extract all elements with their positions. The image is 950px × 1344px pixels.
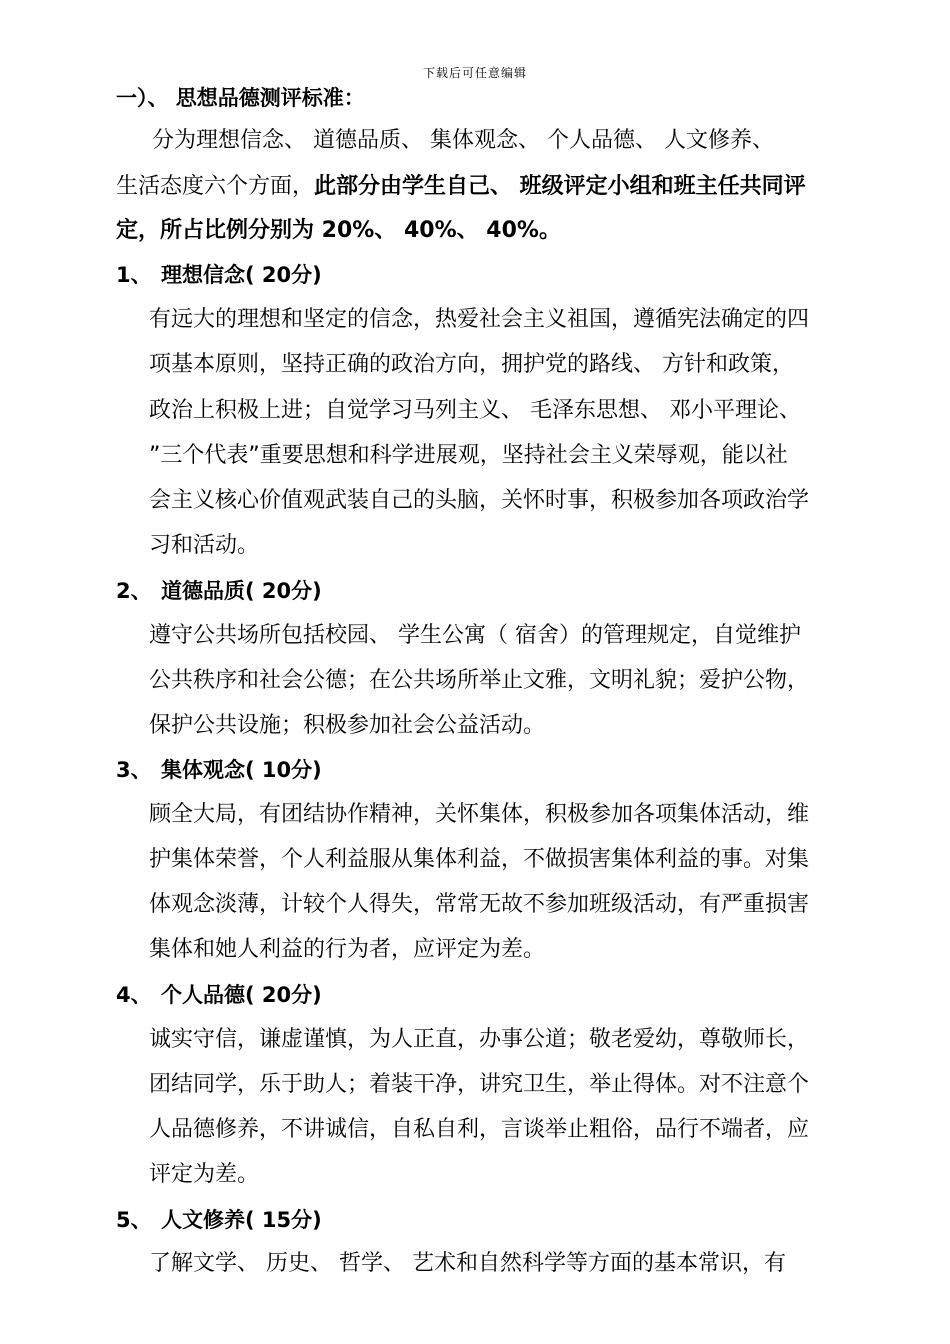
section-3-line-4: 集体和她人利益的行为者，应评定为差。 [149,937,546,962]
section-2-line-2: 公共秩序和社会公德；在公共场所举止文雅，文明礼貌；爱护公物， [149,668,810,693]
section-4-line-2: 团结同学，乐于助人；着装干净，讲究卫生，举止得体。对不注意个 [149,1072,810,1097]
section-3-title: 集体观念( 10分) [161,758,322,782]
intro-line-1: 分为理想信念、 道德品质、 集体观念、 个人品德、 人文修养、 [152,128,774,153]
section-2-line-1: 遵守公共场所包括校园、 学生公寓（ 宿舍）的管理规定，自觉维护 [149,623,801,648]
section-5-number: 5、 [116,1208,152,1232]
section-3-number: 3、 [116,758,152,782]
intro-line-2 [116,172,806,202]
section-5-line-1: 了解文学、 历史、 哲学、 艺术和自然科学等方面的基本常识，有 [149,1251,786,1276]
section-3-line-2: 护集体荣誉，个人利益服从集体利益，不做损害集体利益的事。对集 [149,847,810,872]
section-1-line-4: ”三个代表”重要思想和科学进展观，坚持社会主义荣辱观，能以社 [149,443,788,468]
section-1-line-1: 有远大的理想和坚定的信念，热爱社会主义祖国，遵循宪法确定的四 [149,307,810,332]
section-4-title: 个人品德( 20分) [161,983,322,1007]
intro-line-3: 定，所占比例分别为 20%、 40%、 40%。 [116,218,561,243]
section-4-line-1: 诚实守信，谦虚谨慎，为人正直，办事公道；敬老爱幼，尊敬师长， [149,1027,810,1052]
header-note: 下载后可任意编辑 [422,66,527,80]
section-5-title: 人文修养( 15分) [161,1208,322,1232]
section-3-line-1: 顾全大局，有团结协作精神，关怀集体，积极参加各项集体活动，维 [149,802,810,827]
section-1-title: 理想信念( 20分) [161,263,322,287]
section-2-number: 2、 [116,579,152,603]
intro-line-2-bold: 此部分由学生自己、 班级评定小组和班主任共同评 [314,174,806,199]
section-heading: 一）、 思想品德测评标准： [116,86,365,110]
section-1-number: 1、 [116,263,152,287]
section-4-line-3: 人品德修养，不讲诚信，自私自利，言谈举止粗俗，品行不端者，应 [149,1117,810,1142]
section-2-title: 道德品质( 20分) [161,579,322,603]
section-1-line-6: 习和活动。 [149,533,260,558]
section-3-line-3: 体观念淡薄，计较个人得失，常常无故不参加班级活动，有严重损害 [149,892,810,917]
section-1-line-3: 政治上积极上进；自觉学习马列主义、 毛泽东思想、 邓小平理论、 [149,398,801,423]
section-1-line-2: 项基本原则，坚持正确的政治方向，拥护党的路线、 方针和政策， [149,352,794,377]
section-1-line-5: 会主义核心价值观武装自己的头脑，关怀时事，积极参加各项政治学 [149,488,810,513]
intro-line-2-plain: 生活态度六个方面， [116,174,315,199]
section-2-line-3: 保护公共设施；积极参加社会公益活动。 [149,713,546,738]
section-4-line-4: 评定为差。 [149,1162,260,1187]
section-4-number: 4、 [116,983,152,1007]
